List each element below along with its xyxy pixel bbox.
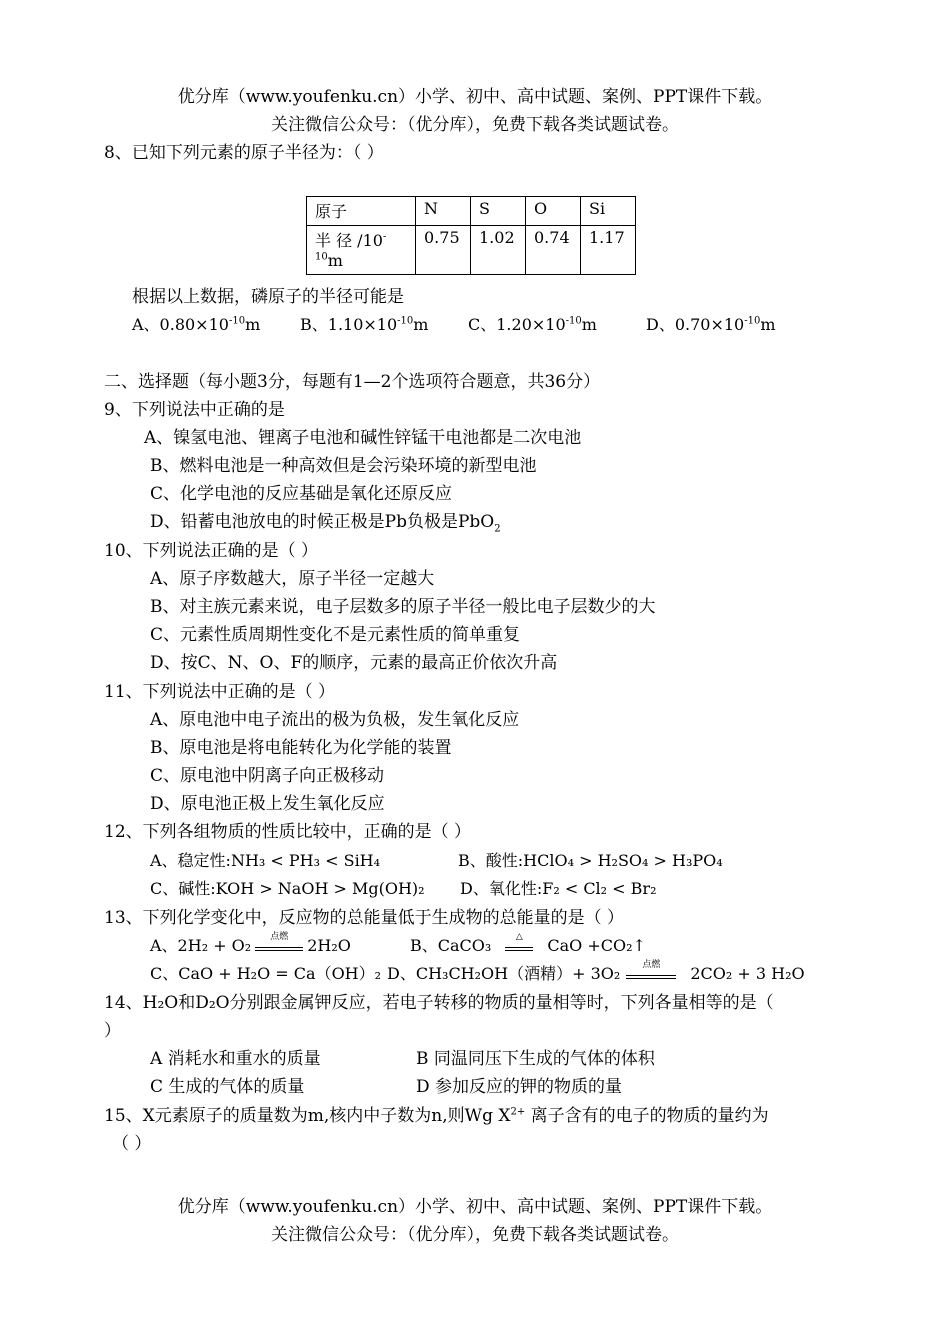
q14-option-c: C 生成的气体的质量: [150, 1077, 305, 1097]
q11-option-d: D、原电池正极上发生氧化反应: [150, 794, 385, 814]
q8-option-c-text: C、1.20×10: [468, 315, 566, 334]
q12-option-d: D、氧化性:F₂ < Cl₂ < Br₂: [460, 879, 657, 898]
q13-option-d-left: D、CH₃CH₂OH（酒精）+ 3O₂: [387, 964, 621, 983]
q9-option-a: A、镍氢电池、锂离子电池和碱性锌锰干电池都是二次电池: [144, 428, 582, 448]
q11-stem: 11、下列说法中正确的是（ ）: [104, 682, 336, 702]
row-label-unit: m: [327, 251, 343, 270]
q14-option-d: D 参加反应的钾的物质的量: [416, 1077, 623, 1097]
q13-option-a-right: 2H₂O: [307, 936, 351, 955]
q8-option-d-exp: -10: [744, 315, 761, 327]
q8-question: 根据以上数据，磷原子的半径可能是: [132, 287, 404, 307]
q13-option-d: [387, 959, 805, 985]
q8-option-d: [646, 314, 776, 336]
q12-option-a: A、稳定性:NH₃ < PH₃ < SiH₄: [150, 851, 381, 870]
ignite-condition-arrow: [255, 931, 303, 954]
table-header-o: O: [526, 197, 581, 226]
table-row-label: [307, 226, 416, 275]
q10-option-c: C、元素性质周期性变化不是元素性质的简单重复: [150, 625, 521, 645]
q11-option-c: C、原电池中阴离子向正极移动: [150, 766, 385, 786]
q13-option-d-right: 2CO₂ + 3 H₂O: [690, 964, 805, 983]
ignite-condition-arrow-d: [626, 959, 676, 982]
q8-option-d-text: D、0.70×10: [646, 315, 745, 334]
q15-stem: [104, 1105, 769, 1127]
q13-stem: 13、下列化学变化中，反应物的总能量低于生成物的总能量的是（ ）: [104, 908, 625, 928]
row-label-exp: -10: [315, 231, 387, 263]
footer-line-1: 优分库（www.youfenku.cn）小学、初中、高中试题、案例、PPT课件下载。: [177, 1197, 773, 1217]
q9-option-b: B、燃料电池是一种高效但是会污染环境的新型电池: [150, 456, 537, 476]
q13-option-c: C、CaO + H₂O = Ca（OH）₂: [150, 964, 382, 983]
q8-option-b-unit: m: [413, 315, 429, 334]
q8-option-b-text: B、1.10×10: [300, 315, 398, 334]
q13-option-b-right: CaO +CO₂↑: [547, 936, 646, 955]
q13-option-b-left: B、CaCO₃: [410, 936, 492, 955]
q9-stem: 9、下列说法中正确的是: [104, 400, 285, 420]
q15-stem-suffix: 离子含有的电子的物质的量约为: [525, 1106, 769, 1126]
q9-option-d-text: D、铅蓄电池放电的时候正极是Pb负极是PbO: [150, 512, 495, 532]
q8-option-b-exp: -10: [397, 315, 414, 327]
header-line-1: 优分库（www.youfenku.cn）小学、初中、高中试题、案例、PPT课件下载。: [177, 87, 773, 107]
table-cell-o: 0.74: [526, 226, 581, 275]
table-header-n: N: [416, 197, 471, 226]
q9-option-d: [150, 511, 501, 533]
table-cell-n: 0.75: [416, 226, 471, 275]
table-header-si: Si: [581, 197, 636, 226]
table-cell-s: 1.02: [471, 226, 526, 275]
q8-option-a-unit: m: [245, 315, 261, 334]
q14-stem: 14、H₂O和D₂O分别跟金属钾反应，若电子转移的物质的量相等时，下列各量相等的是（: [104, 993, 774, 1013]
ignite-condition-label: 点燃: [270, 931, 289, 942]
q14-option-a: A 消耗水和重水的质量: [150, 1049, 321, 1069]
q8-option-c: [468, 314, 597, 336]
row-label-prefix: 半 径 /10: [315, 231, 383, 250]
q10-option-a: A、原子序数越大，原子半径一定越大: [150, 569, 435, 589]
q9-option-c: C、化学电池的反应基础是氧化还原反应: [150, 484, 453, 504]
q9-option-d-sub: 2: [494, 523, 501, 535]
q8-stem: 8、已知下列元素的原子半径为：（ ）: [104, 143, 384, 163]
q8-option-a: [132, 314, 260, 336]
table-row: [307, 226, 636, 275]
footer-line-2: 关注微信公众号：（优分库），免费下载各类试题试卷。: [271, 1225, 679, 1245]
ignite-condition-label-d: 点燃: [642, 959, 661, 970]
q12-option-b: B、酸性:HClO₄ > H₂SO₄ > H₃PO₄: [458, 851, 723, 870]
q8-option-b: [300, 314, 428, 336]
q13-option-a: [150, 931, 351, 957]
q11-option-b: B、原电池是将电能转化为化学能的装置: [150, 738, 452, 758]
q8-option-c-exp: -10: [565, 315, 582, 327]
q15-stem-sup: 2+: [510, 1106, 526, 1118]
table-header-s: S: [471, 197, 526, 226]
heat-condition-arrow: [505, 931, 533, 954]
q15-stem-prefix: 15、X元素原子的质量数为m,核内中子数为n,则Wg X: [104, 1106, 511, 1126]
atomic-radius-table: [306, 196, 636, 275]
header-line-2: 关注微信公众号：（优分库），免费下载各类试题试卷。: [271, 115, 679, 135]
q14-option-b: B 同温同压下生成的气体的体积: [416, 1049, 655, 1069]
q8-option-c-unit: m: [581, 315, 597, 334]
q8-option-a-text: A、0.80×10: [132, 315, 229, 334]
q12-option-c: C、碱性:KOH > NaOH > Mg(OH)₂: [150, 879, 425, 898]
q10-option-b: B、对主族元素来说，电子层数多的原子半径一般比电子层数少的大: [150, 597, 656, 617]
q11-option-a: A、原电池中电子流出的极为负极，发生氧化反应: [150, 710, 520, 730]
q13-option-b: [410, 931, 646, 957]
q13-option-a-left: A、2H₂ + O₂: [150, 936, 252, 955]
q10-stem: 10、下列说法正确的是（ ）: [104, 541, 319, 561]
q8-option-d-unit: m: [760, 315, 776, 334]
section-2-title: 二、选择题（每小题3分，每题有1—2个选项符合题意，共36分）: [104, 372, 601, 392]
q8-option-a-exp: -10: [228, 315, 246, 327]
heat-condition-label: △: [515, 931, 523, 942]
q12-stem: 12、下列各组物质的性质比较中，正确的是（ ）: [104, 822, 472, 842]
table-header-label: 原子: [307, 197, 416, 226]
table-row: [307, 197, 636, 226]
q15-stem-cont: （ ）: [112, 1134, 152, 1154]
q14-stem-cont: ）: [104, 1021, 121, 1041]
q10-option-d: D、按C、N、O、F的顺序，元素的最高正价依次升高: [150, 653, 558, 673]
table-cell-si: 1.17: [581, 226, 636, 275]
